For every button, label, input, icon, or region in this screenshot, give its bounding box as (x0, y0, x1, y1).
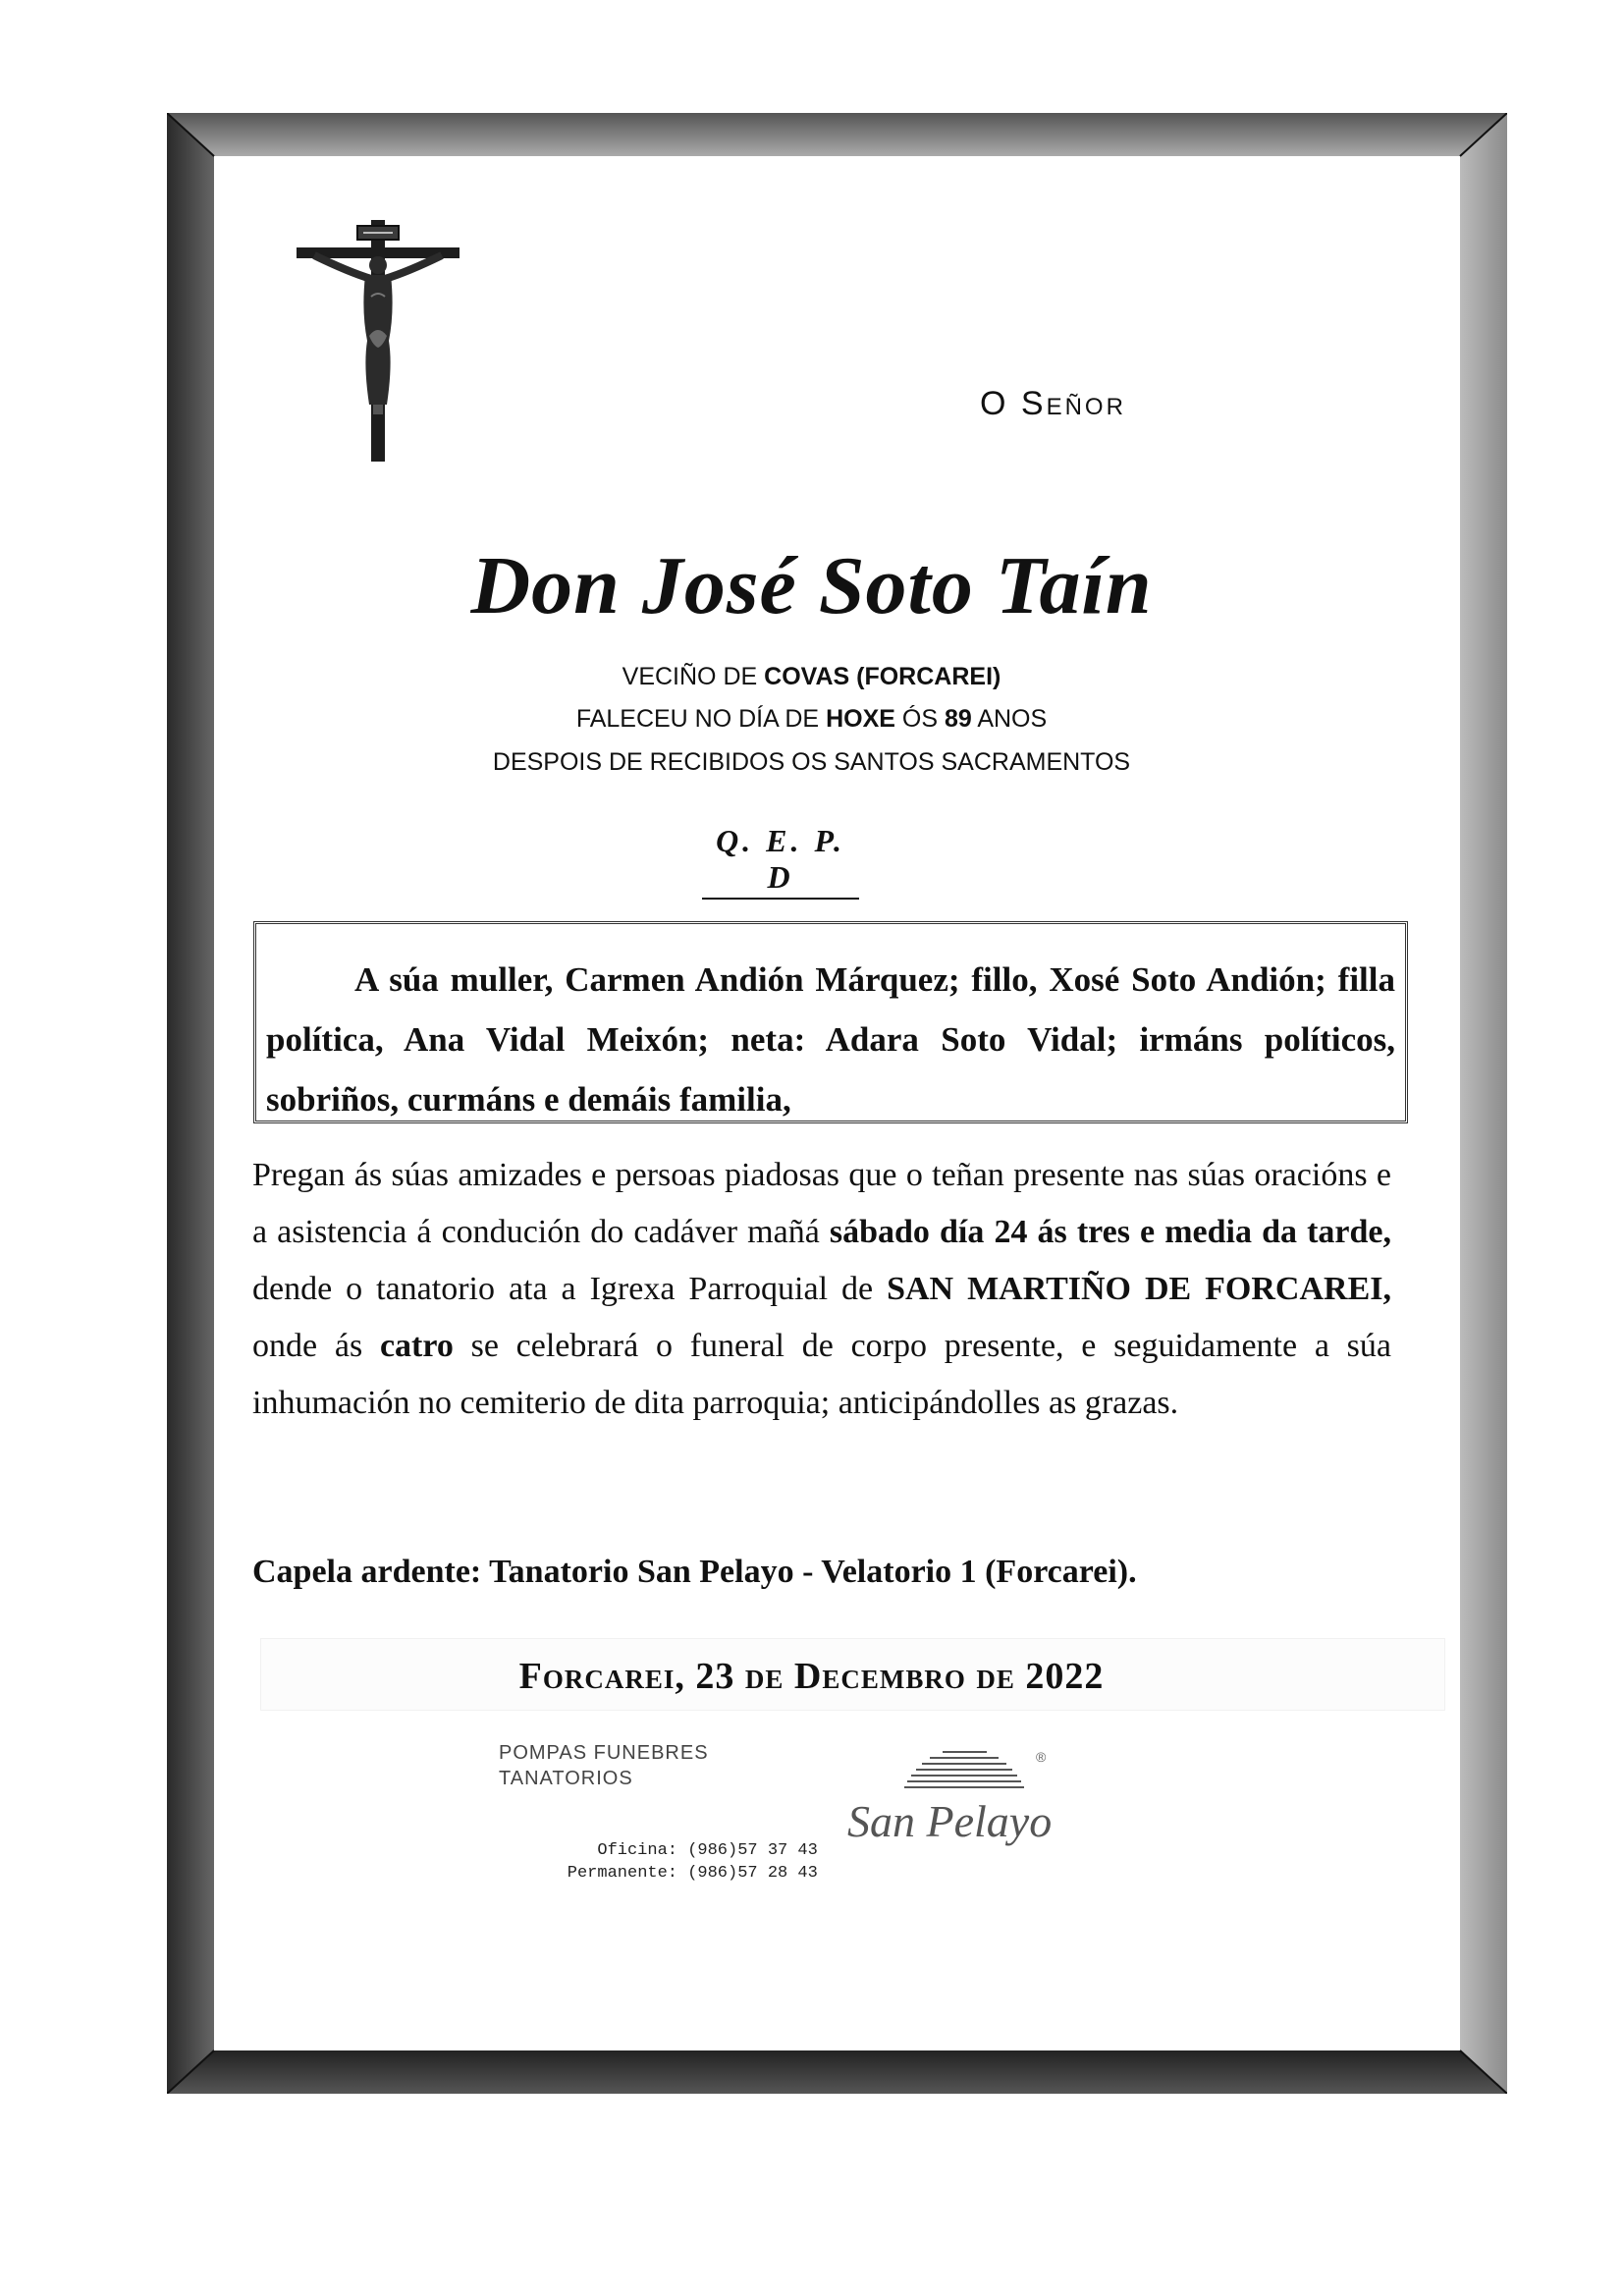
death-suffix: ANOS (971, 705, 1048, 733)
ceremony-part-4: se celebrará o funeral de corpo presente, e seguidamente a súa inhumación no cemiterio de dita parroquia; anticipándolles as grazas. (252, 1328, 1391, 1421)
permanent-label: Permanente: (567, 1864, 677, 1883)
place-date: Forcarei, 23 de Decembro de 2022 (518, 1656, 1105, 1697)
company-line-2: TANATORIOS (499, 1768, 633, 1789)
office-phone: (986)57 37 43 (687, 1841, 818, 1860)
death-prefix: FALECEU NO DÍA DE (575, 705, 827, 733)
ceremony-hour: catro (379, 1328, 454, 1364)
ceremony-part-3: onde ás (252, 1328, 380, 1364)
death-age: 89 (944, 705, 972, 733)
office-label: Oficina: (597, 1841, 677, 1860)
registered-mark: ® (1036, 1749, 1047, 1765)
logo-text: San Pelayo (847, 1796, 1053, 1846)
chapel-line: Capela ardente: Tanatorio San Pelayo - Velatorio 1 (Forcarei). (252, 1554, 1137, 1590)
ceremony-part-1: Pregan ás súas amizades e persoas piadosas que o teñan presente nas súas oracións e a asistencia á condución do cadáver mañá (252, 1157, 1391, 1250)
ceremony-day: sábado día 24 ás tres e media da tarde, (829, 1214, 1391, 1250)
permanent-phone: (986)57 28 43 (687, 1864, 818, 1883)
qepd-label: Q. E. P. D (702, 823, 859, 900)
residence-place: COVAS (FORCAREI) (764, 663, 1001, 690)
death-mid: ÓS (894, 705, 945, 733)
san-pelayo-logo (839, 1740, 1070, 1883)
company-name (499, 1740, 709, 1791)
ceremony-church: SAN MARTIÑO DE FORCAREI, (887, 1271, 1391, 1307)
sacraments-line: DESPOIS DE RECIBIDOS OS SANTOS SACRAMENTOS (492, 748, 1131, 776)
phone-block (560, 1839, 818, 1885)
office-phone-line (560, 1839, 818, 1862)
residence-line (0, 663, 1623, 691)
ceremony-part-2: dende o tanatorio ata a Igrexa Parroquial de (252, 1271, 888, 1307)
ceremony-text (252, 1147, 1391, 1432)
deceased-name: Don José Soto Taín (470, 540, 1153, 631)
residence-prefix: VECIÑO DE (622, 663, 765, 690)
death-day: HOXE (826, 705, 895, 733)
family-text: A súa muller, Carmen Andión Márquez; fillo, Xosé Soto Andión; filla política, Ana Vidal Meixón; neta: Adara Soto Vidal; irmáns políticos, sobriños, curmáns e demáis familia, (266, 960, 1395, 1119)
permanent-phone-line (560, 1862, 818, 1885)
crucifix-icon (295, 218, 461, 464)
title-senor: O Señor (980, 385, 1126, 422)
company-line-1: POMPAS FUNEBRES (499, 1742, 709, 1764)
death-line (0, 705, 1623, 734)
family-box (253, 921, 1408, 1123)
